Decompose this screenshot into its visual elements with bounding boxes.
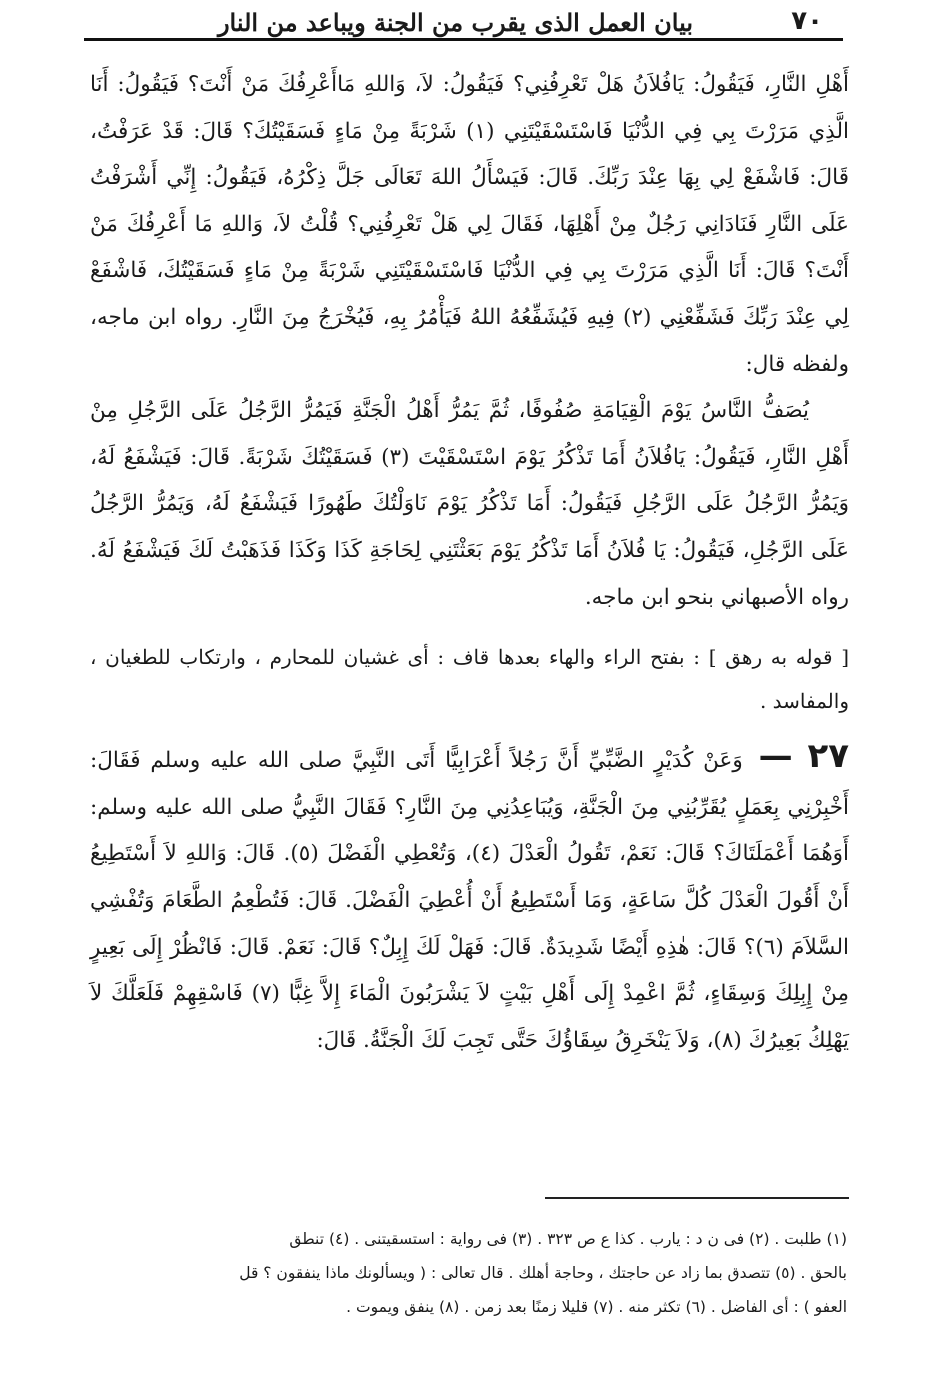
- hadith-number: ٢٧ —: [758, 736, 849, 777]
- paragraph-ibn-majah-wording: يُصَفُّ النَّاسُ يَوْمَ الْقِيَامَةِ صُفُوفًا، ثُمَّ يَمُرُّ أَهْلُ الْجَنَّةِ فَيَمُرُّ الرَّجُلُ عَلَى الرَّجُلِ مِنْ أَهْلِ النَّارِ، فَيَقُولُ: يَافُلاَنُ أَمَا تَذْكُرُ يَوْمَ اسْتَسْقَيْتَ (٣) فَسَقَيْتُكَ شَرْبَةً. قَالَ: فَيَشْفَعُ لَهُ، وَيَمُرُّ الرَّجُلُ عَلَى الرَّجُلِ فَيَقُولُ: أَمَا تَذْكُرُ يَوْمَ نَاوَلْتُكَ طَهُورًا فَيَشْفَعُ لَهُ، وَيَمُرُّ الرَّجُلُ عَلَى الرَّجُلِ، فَيَقُولُ: يَا فُلاَنُ أَمَا تَذْكُرُ يَوْمَ بَعَثْتَنِي لِحَاجَةِ كَذَا وَكَذَا فَذَهَبْتُ لَكَ فَيَشْفَعُ لَهُ. رواه الأصبهاني بنحو ابن ماجه.: [90, 398, 849, 610]
- main-text: [90, 62, 849, 1064]
- footnote-line: بالحق . (٥) تتصدق بما زاد عن حاجتك ، وحاجة أهلك . قال تعالى : ( ويسألونك ماذا ينفقون ؟ قل: [239, 1264, 847, 1282]
- footnote-line: العفو ) : أى الفاضل . (٦) تكثر منه . (٧) قليلا زمنًا بعد زمن . (٨) ينفق ويموت .: [346, 1298, 847, 1316]
- footnotes: [92, 1222, 847, 1324]
- page-header: [84, 4, 843, 41]
- explanatory-note: [ قوله به رهق ] : بفتح الراء والهاء بعدها قاف : أى غشيان للمحارم ، وارتكاب للطغيان ، والمفاسد .: [90, 645, 849, 714]
- page-number: ٧٠: [791, 6, 823, 36]
- footnote-line: (١) طلبت . (٢) فى ن د : يارب . كذا ع ص ٣٢٣ . (٣) فى رواية : استسقيتنى . (٤) تنطق: [289, 1230, 847, 1248]
- hadith-27-text: وَعَنْ كُدَيْرٍ الضَّبِّيِّ أَنَّ رَجُلاً أَعْرَابِيًّا أَتَى النَّبِيَّ صلى الله عليه وسلم فَقَالَ: أَخْبِرْنِي بِعَمَلٍ يُقَرِّبُنِي مِنَ الْجَنَّةِ، وَيُبَاعِدُنِي مِنَ النَّارِ؟ فَقَالَ النَّبِيُّ صلى الله عليه وسلم: أَوَهُمَا أَعْمَلَتَاكَ؟ قَالَ: نَعَمْ، تَقُولُ الْعَدْلَ (٤)، وَتُعْطِي الْفَضْلَ (٥). قَالَ: وَاللهِ لاَ أَسْتَطِيعُ أَنْ أَقُولَ الْعَدْلَ كُلَّ سَاعَةٍ، وَمَا أَسْتَطِيعُ أَنْ أُعْطِيَ الْفَضْلَ. قَالَ: فَتُطْعِمُ الطَّعَامَ وَتُفْشِي السَّلاَمَ (٦)؟ قَالَ: هٰذِهِ أَيْضًا شَدِيدَةٌ. قَالَ: فَهَلْ لَكَ إِبِلٌ؟ قَالَ: نَعَمْ. قَالَ: فَانْظُرْ إِلَى بَعِيرٍ مِنْ إِبِلِكَ وَسِقَاءٍ، ثُمَّ اعْمِدْ إِلَى أَهْلِ بَيْتٍ لاَ يَشْرَبُونَ الْمَاءَ إِلاَّ غِبًّا (٧) فَاسْقِهِمْ فَلَعَلَّكَ لاَ يَهْلِكُ بَعِيرُكَ (٨)، وَلاَ يَنْخَرِقُ سِقَاؤُكَ حَتَّى تَجِبَ لَكَ الْجَنَّةُ. قَالَ:: [90, 748, 850, 1053]
- hadith-27: [90, 733, 849, 1064]
- running-title: بيان العمل الذى يقرب من الجنة ويباعد من النار: [217, 8, 693, 37]
- footnote-divider: [545, 1197, 849, 1199]
- paragraph-continuation: أَهْلِ النَّارِ، فَيَقُولُ: يَافُلاَنُ هَلْ تَعْرِفُنِي؟ فَيَقُولُ: لاَ، وَاللهِ مَاأَعْرِفُكَ مَنْ أَنْتَ؟ فَيَقُولُ: أَنَا الَّذِي مَرَرْتَ بِي فِي الدُّنْيَا فَاسْتَسْقَيْتَنِي (١) شَرْبَةً مِنْ مَاءٍ فَسَقَيْتُكَ؟ قَالَ: قَدْ عَرَفْتُ، قَالَ: فَاشْفَعْ لِي بِهَا عِنْدَ رَبِّكَ. قَالَ: فَيَسْأَلُ اللهَ تَعَالَى جَلَّ ذِكْرُهُ، فَيَقُولُ: إِنِّي أَشْرَفْتُ عَلَى النَّارِ فَنَادَانِي رَجُلٌ مِنْ أَهْلِهَا، فَقَالَ لِي هَلْ تَعْرِفُنِي؟ قُلْتُ لاَ، وَاللهِ مَا أَعْرِفُكَ مَنْ أَنْتَ؟ قَالَ: أَنَا الَّذِي مَرَرْتَ بِي فِي الدُّنْيَا فَاسْتَسْقَيْتَنِي شَرْبَةً مِنْ مَاءٍ فَسَقَيْتُكَ، فَاشْفَعْ لِي عِنْدَ رَبِّكَ فَشَفِّعْنِي (٢) فِيهِ فَيُشَفِّعُهُ اللهُ فَيَأْمُرُ بِهِ، فَيُخْرَجُ مِنَ النَّارِ. رواه ابن ماجه، ولفظه قال:: [90, 72, 849, 377]
